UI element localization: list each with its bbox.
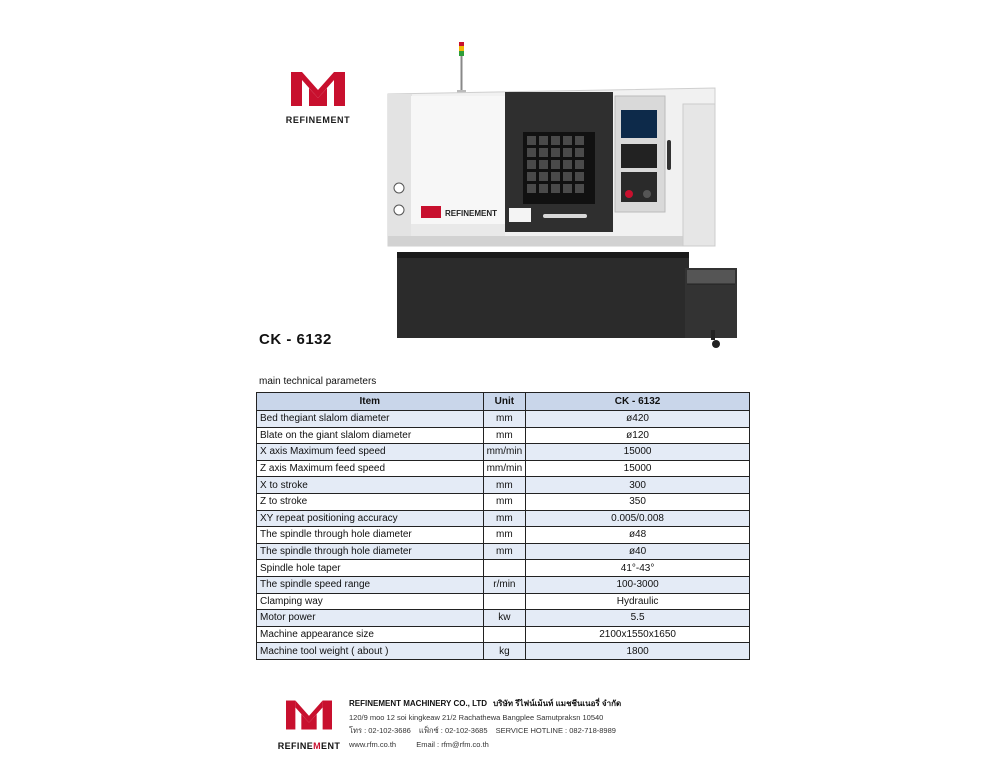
- row-value: ø40: [526, 543, 750, 560]
- refinement-logo-icon: [286, 700, 332, 730]
- company-name: REFINEMENT MACHINERY CO., LTD: [349, 699, 488, 708]
- footer-brand-name: [275, 741, 343, 751]
- table-row: [257, 626, 750, 643]
- hotline-label: SERVICE HOTLINE :: [495, 726, 568, 735]
- brand-part: ENT: [321, 741, 341, 751]
- row-item: The spindle speed range: [257, 576, 484, 593]
- row-unit: mm: [483, 510, 526, 527]
- table-row: [257, 411, 750, 428]
- row-value: 350: [526, 493, 750, 510]
- fax-number: 02-102-3685: [444, 726, 488, 735]
- row-item: Machine tool weight ( about ): [257, 643, 484, 660]
- row-value: 0.005/0.008: [526, 510, 750, 527]
- row-value: 300: [526, 477, 750, 494]
- row-item: Bed thegiant slalom diameter: [257, 411, 484, 428]
- row-unit: r/min: [483, 576, 526, 593]
- row-unit: mm: [483, 493, 526, 510]
- table-header-row: [257, 393, 750, 411]
- spec-table: [256, 392, 750, 660]
- company-name-thai: บริษัท รีไฟน์เม้นท์ แมชชีนเนอรี่ จำกัด: [493, 699, 622, 708]
- table-row: [257, 460, 750, 477]
- row-unit: mm: [483, 411, 526, 428]
- hotline-number: 082-718-8989: [569, 726, 616, 735]
- row-item: Spindle hole taper: [257, 560, 484, 577]
- row-value: 5.5: [526, 610, 750, 627]
- row-value: 100-3000: [526, 576, 750, 593]
- row-value: 1800: [526, 643, 750, 660]
- row-value: Hydraulic: [526, 593, 750, 610]
- brand-part: REFINE: [277, 741, 314, 751]
- row-item: Blate on the giant slalom diameter: [257, 427, 484, 444]
- header-item: Item: [257, 393, 484, 411]
- email-label: Email :: [416, 739, 440, 749]
- header-value: CK - 6132: [526, 393, 750, 411]
- table-row: [257, 477, 750, 494]
- row-item: The spindle through hole diameter: [257, 527, 484, 544]
- header-unit: Unit: [483, 393, 526, 411]
- table-row: [257, 560, 750, 577]
- row-unit: kw: [483, 610, 526, 627]
- row-value: ø48: [526, 527, 750, 544]
- row-item: Z to stroke: [257, 493, 484, 510]
- panel-brand-label: REFINEMENT: [445, 209, 497, 218]
- row-item: XY repeat positioning accuracy: [257, 510, 484, 527]
- table-row: [257, 543, 750, 560]
- row-unit: mm/min: [483, 460, 526, 477]
- row-item: The spindle through hole diameter: [257, 543, 484, 560]
- row-value: ø120: [526, 427, 750, 444]
- row-unit: mm: [483, 427, 526, 444]
- row-unit: [483, 560, 526, 577]
- row-value: 15000: [526, 444, 750, 461]
- row-item: X axis Maximum feed speed: [257, 444, 484, 461]
- table-caption: main technical parameters: [259, 376, 377, 387]
- row-item: X to stroke: [257, 477, 484, 494]
- fax-label: แฟ็กซ์ :: [418, 726, 443, 735]
- email-link[interactable]: rfm@rfm.co.th: [441, 739, 489, 749]
- table-row: [257, 427, 750, 444]
- row-item: Z axis Maximum feed speed: [257, 460, 484, 477]
- row-value: 15000: [526, 460, 750, 477]
- row-unit: [483, 626, 526, 643]
- brand-name: REFINEMENT: [285, 115, 351, 125]
- tel-label: โทร :: [349, 726, 367, 735]
- row-unit: kg: [483, 643, 526, 660]
- row-unit: mm: [483, 543, 526, 560]
- row-item: Clamping way: [257, 593, 484, 610]
- footer-contact: [349, 697, 621, 751]
- table-row: [257, 493, 750, 510]
- cnc-lathe-image: [385, 40, 745, 355]
- row-unit: mm: [483, 477, 526, 494]
- tel-number: 02-102-3686: [368, 726, 411, 735]
- table-row: [257, 576, 750, 593]
- row-item: Motor power: [257, 610, 484, 627]
- footer-logo: [275, 700, 343, 751]
- table-row: [257, 444, 750, 461]
- table-row: [257, 593, 750, 610]
- model-title: CK - 6132: [259, 331, 332, 348]
- table-row: [257, 610, 750, 627]
- row-value: 2100x1550x1650: [526, 626, 750, 643]
- row-unit: mm/min: [483, 444, 526, 461]
- row-value: ø420: [526, 411, 750, 428]
- top-logo: [283, 72, 353, 125]
- row-unit: [483, 593, 526, 610]
- row-unit: mm: [483, 527, 526, 544]
- website-link[interactable]: www.rfm.co.th: [349, 739, 397, 749]
- table-row: [257, 643, 750, 660]
- brand-part-accent: M: [313, 741, 322, 751]
- row-item: Machine appearance size: [257, 626, 484, 643]
- row-value: 41°-43°: [526, 560, 750, 577]
- table-row: [257, 510, 750, 527]
- company-address: 120/9 moo 12 soi kingkeaw 21/2 Rachathewa Bangplee Samutpraksn 10540: [349, 712, 604, 722]
- refinement-logo-icon: [291, 72, 345, 106]
- table-row: [257, 527, 750, 544]
